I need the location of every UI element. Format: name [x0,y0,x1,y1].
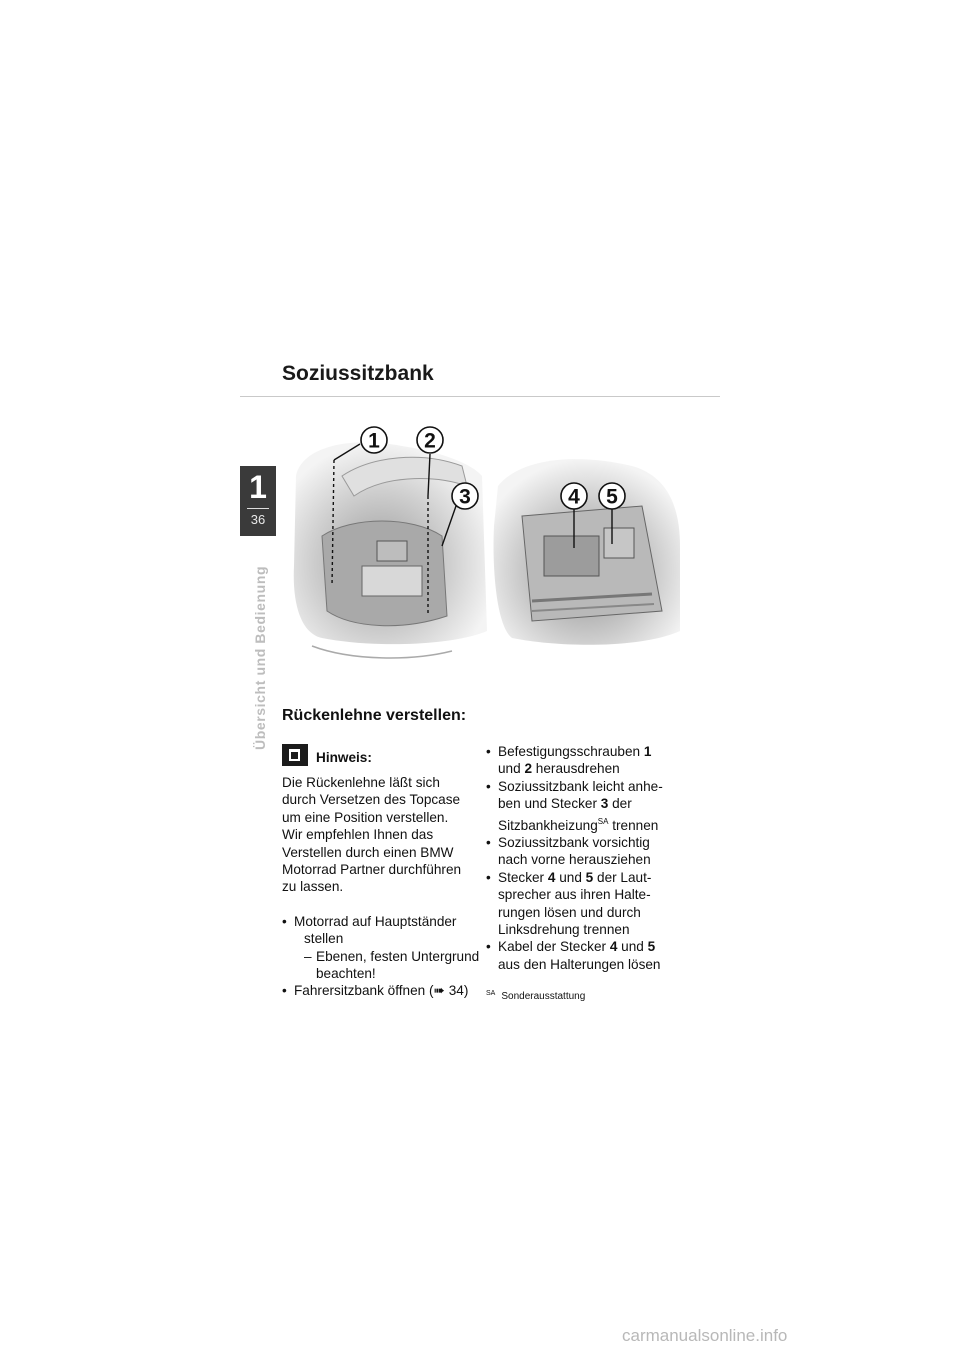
right-illustration [494,459,680,645]
footnote-text: Sonderausstattung [501,991,586,1003]
sub-list-item: – Ebenen, festen Untergrund [304,948,480,964]
note-line: Verstellen durch einen BMW [282,844,454,860]
note-line: um eine Position verstellen. [282,809,449,825]
note-line: zu lassen. [282,879,344,895]
right-steps-list [486,743,686,973]
note-text [282,774,482,896]
left-steps-list [282,913,482,1000]
callout-2 [417,427,443,453]
note-line: Wir empfehlen Ihnen das [282,827,434,843]
page-number: 36 [250,512,266,527]
list-item: • Soziussitzbank vorsichtig nach vorne herausziehen [486,834,686,869]
footnote [486,985,686,1005]
list-item: • Motorrad auf Hauptständer stellen – Ebenen, festen Untergrund beachten! [282,913,482,983]
section-heading: Rückenlehne verstellen: [282,707,467,724]
illustration-svg [282,416,682,666]
motorcycle-seat-illustration [282,416,682,666]
page-title: Soziussitzbank [282,362,434,385]
note-line: Die Rückenlehne läßt sich [282,775,440,790]
callout-4 [561,483,587,509]
footnote-marker: SA [486,990,496,998]
list-item: • Soziussitzbank leicht anhe- ben und Stecker 3 der Sitzbankheizung$^{SA}$ trennen [486,778,686,834]
svg-text:4: 4 [568,485,580,509]
note-hand-icon [282,744,308,766]
watermark: carmanualsonline.info [622,1326,788,1345]
callout-3 [452,483,478,509]
note-header [282,744,482,774]
note-line: durch Versetzen des Topcase [282,792,461,808]
list-item: • Stecker 4 und 5 der Laut- sprecher aus ihren Halte- rungen lösen und durch Linksdrehung trennen [486,869,686,939]
svg-text:3: 3 [459,485,471,509]
callout-1 [361,427,387,453]
title-divider [240,396,720,397]
chapter-tab [240,466,276,536]
note-line: Motorrad Partner durchführen [282,862,462,878]
list-item: • Befestigungsschrauben 1 und 2 herausdrehen [486,743,686,778]
svg-text:5: 5 [606,485,618,509]
right-column [486,743,686,1006]
list-item: • Kabel der Stecker 4 und 5 aus den Halterungen lösen [486,938,686,973]
callout-5 [599,483,625,509]
chapter-number: 1 [249,469,267,505]
list-item: • Fahrersitzbank öffnen (➠ 34) [282,982,482,999]
chapter-side-label: Übersicht und Bedienung [252,565,268,750]
left-column [282,744,482,1000]
left-illustration [294,442,487,658]
note-title: Hinweis: [316,749,372,765]
svg-text:2: 2 [424,429,436,453]
svg-text:1: 1 [368,429,380,453]
